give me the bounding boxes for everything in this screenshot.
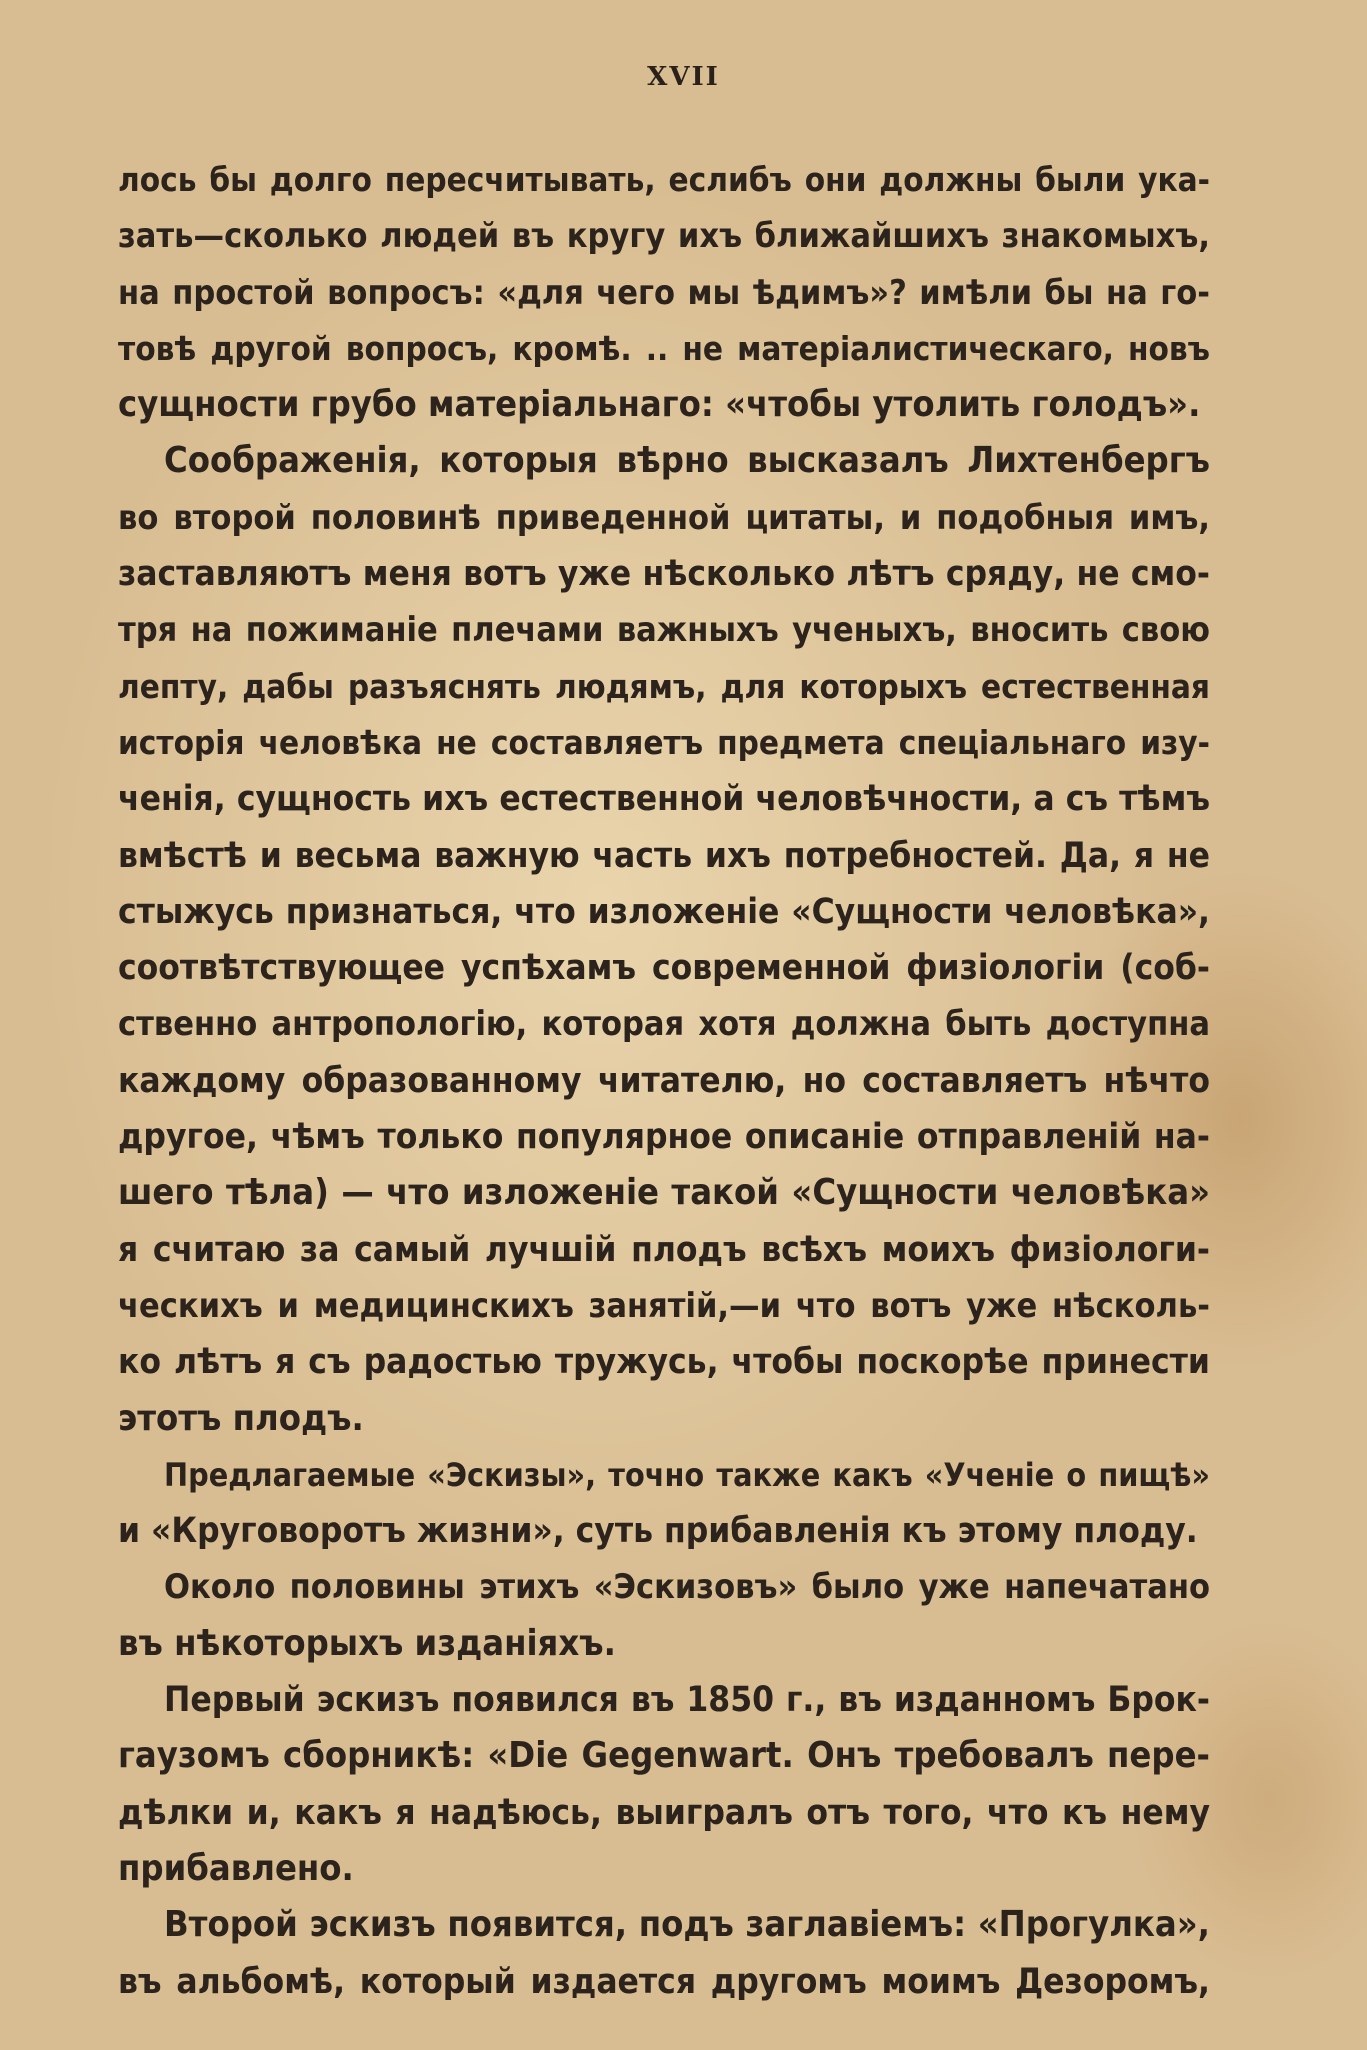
text-line: сущности грубо матеріальнаго: «чтобы утолить голодъ». [118,384,1201,426]
text-line: лось бы долго пересчитывать, еслибъ они должны были ука- [118,160,1210,199]
text-line: другое, чѣмъ только популярное описаніе отправленій на- [118,1117,1210,1158]
text-line: въ альбомѣ, который издается другомъ моимъ Дезоромъ, [118,1961,1210,2002]
text-line: ственно антропологію, которая хотя должна быть доступна [118,1004,1210,1045]
text-line: гаузомъ сборникѣ: «Die Gegenwart. Онъ требовалъ пере- [118,1735,1210,1777]
text-line: ческихъ и медицинскихъ занятій,—и что вотъ уже нѣсколь- [118,1285,1210,1326]
text-line: стыжусь признаться, что изложеніе «Сущности человѣка», [118,891,1210,932]
text-line: этотъ плодъ. [118,1397,364,1439]
text-line: Соображенія, которыя вѣрно высказалъ Лихтенбергъ [164,440,1210,482]
text-line: Второй эскизъ появится, подъ заглавіемъ: «Прогулка», [164,1904,1210,1946]
text-line: Первый эскизъ появился въ 1850 г., въ изданномъ Брок- [164,1680,1210,1721]
text-line: исторія человѣка не составляетъ предмета спеціальнаго изу- [118,722,1210,762]
text-line: Предлагаемые «Эскизы», точно также какъ «Ученіе о пищѣ» [164,1455,1210,1494]
text-line: на простой вопросъ: «для чего мы ѣдимъ»? имѣли бы на го- [118,272,1210,313]
text-line: ченія, сущность ихъ естественной человѣчности, а съ тѣмъ [118,779,1210,820]
text-line: въ нѣкоторыхъ изданіяхъ. [118,1622,616,1664]
text-line: во второй половинѣ приведенной цитаты, и подобныя имъ, [118,497,1210,538]
text-line: соотвѣтствующее успѣхамъ современной физіологіи (соб- [118,948,1210,989]
text-line: прибавлено. [118,1847,354,1889]
text-line: каждому образованному читателю, но составляетъ нѣчто [118,1060,1210,1101]
page-number: XVII [647,62,720,92]
text-line: и «Круговоротъ жизни», суть прибавленія къ этому плоду. [118,1511,1198,1552]
text-line: я считаю за самый лучшій плодъ всѣхъ моихъ физіологи- [118,1229,1210,1270]
text-line: заставляютъ меня вотъ уже нѣсколько лѣтъ сряду, не смо- [118,554,1210,595]
text-line: зать—сколько людей въ кругу ихъ ближайшихъ знакомыхъ, [118,216,1210,257]
text-line: Около половины этихъ «Эскизовъ» было уже напечатано [164,1567,1210,1608]
text-line: дѣлки и, какъ я надѣюсь, выигралъ отъ того, что къ нему [118,1792,1210,1833]
text-line: ко лѣтъ я съ радостью тружусь, чтобы поскорѣе принести [118,1342,1210,1383]
text-line: лепту, дабы разъяснять людямъ, для которыхъ естественная [118,666,1210,706]
text-line: тря на пожиманіе плечами важныхъ ученыхъ, вносить свою [118,610,1210,651]
text-line: вмѣстѣ и весьма важную часть ихъ потребностей. Да, я не [118,835,1210,876]
text-line: товѣ другой вопросъ, кромѣ. .. не матеріалистическаго, новъ [118,328,1210,368]
text-line: шего тѣла) — что изложеніе такой «Сущности человѣка» [118,1172,1210,1214]
body-text [118,152,1210,2010]
